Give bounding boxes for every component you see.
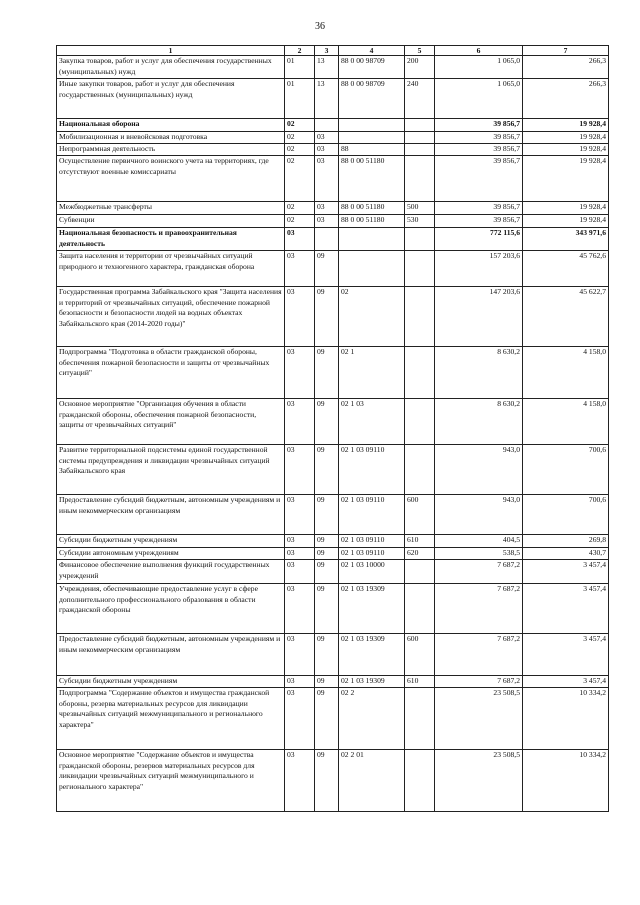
amount-period: 19 928,4 xyxy=(523,119,609,132)
amount-year: 39 856,7 xyxy=(435,119,523,132)
section-code: 02 xyxy=(285,215,315,228)
amount-period: 3 457,4 xyxy=(523,634,609,676)
amount-period: 10 334,2 xyxy=(523,750,609,812)
amount-year: 7 687,2 xyxy=(435,584,523,634)
subsection-code: 03 xyxy=(315,215,339,228)
amount-period: 269,8 xyxy=(523,535,609,548)
subsection-code: 03 xyxy=(315,132,339,144)
amount-year: 943,0 xyxy=(435,445,523,495)
subsection-code: 09 xyxy=(315,560,339,584)
amount-year: 39 856,7 xyxy=(435,215,523,228)
table-row xyxy=(57,560,609,584)
target-article: 02 1 03 19309 xyxy=(339,584,405,634)
amount-year: 23 508,5 xyxy=(435,750,523,812)
row-name: Осуществление первичного воинского учета на территориях, где отсутствуют военные комиссариаты xyxy=(57,156,285,202)
subsection-code: 13 xyxy=(315,79,339,119)
target-article: 02 xyxy=(339,287,405,347)
amount-year: 1 065,0 xyxy=(435,79,523,119)
subsection-code: 09 xyxy=(315,548,339,560)
table-row xyxy=(57,132,609,144)
section-code: 01 xyxy=(285,79,315,119)
expense-type: 610 xyxy=(405,676,435,688)
section-code: 03 xyxy=(285,228,315,251)
row-name: Субсидии бюджетным учреждениям xyxy=(57,676,285,688)
amount-period: 19 928,4 xyxy=(523,144,609,156)
amount-period: 700,6 xyxy=(523,495,609,535)
amount-period: 19 928,4 xyxy=(523,215,609,228)
expense-type: 240 xyxy=(405,79,435,119)
header-col-3: 3 xyxy=(315,46,339,56)
section-code: 02 xyxy=(285,132,315,144)
row-name: Непрограммная деятельность xyxy=(57,144,285,156)
row-name: Подпрограмма "Подготовка в области гражданской обороны, обеспечения пожарной безопасности и защиты от чрезвычайных ситуаций" xyxy=(57,347,285,399)
header-col-1: 1 xyxy=(57,46,285,56)
amount-year: 7 687,2 xyxy=(435,560,523,584)
expense-type xyxy=(405,688,435,750)
target-article: 88 xyxy=(339,144,405,156)
amount-year: 7 687,2 xyxy=(435,634,523,676)
section-code: 03 xyxy=(285,445,315,495)
table-row xyxy=(57,215,609,228)
section-code: 03 xyxy=(285,548,315,560)
table-row xyxy=(57,144,609,156)
subsection-code: 09 xyxy=(315,535,339,548)
section-code: 03 xyxy=(285,688,315,750)
row-name: Субвенции xyxy=(57,215,285,228)
table-row xyxy=(57,119,609,132)
expense-type xyxy=(405,251,435,287)
amount-year: 8 630,2 xyxy=(435,347,523,399)
subsection-code: 13 xyxy=(315,56,339,79)
table-row xyxy=(57,750,609,812)
page-number: 36 xyxy=(315,21,325,32)
amount-year: 39 856,7 xyxy=(435,202,523,215)
row-name: Субсидии бюджетным учреждениям xyxy=(57,535,285,548)
row-name: Закупка товаров, работ и услуг для обеспечения государственных (муниципальных) нужд xyxy=(57,56,285,79)
section-code: 02 xyxy=(285,202,315,215)
section-code: 03 xyxy=(285,535,315,548)
section-code: 03 xyxy=(285,251,315,287)
table-row xyxy=(57,688,609,750)
expense-type xyxy=(405,584,435,634)
target-article: 02 1 03 09110 xyxy=(339,535,405,548)
amount-year: 943,0 xyxy=(435,495,523,535)
subsection-code: 03 xyxy=(315,156,339,202)
table-row xyxy=(57,535,609,548)
amount-period: 19 928,4 xyxy=(523,202,609,215)
expense-type xyxy=(405,119,435,132)
amount-period: 3 457,4 xyxy=(523,584,609,634)
subsection-code xyxy=(315,228,339,251)
amount-period: 430,7 xyxy=(523,548,609,560)
expense-type xyxy=(405,132,435,144)
target-article xyxy=(339,119,405,132)
subsection-code: 09 xyxy=(315,750,339,812)
table-row xyxy=(57,399,609,445)
row-name: Национальная оборона xyxy=(57,119,285,132)
row-name: Предоставление субсидий бюджетным, автономным учреждениям и иным некоммерческим организациям xyxy=(57,634,285,676)
target-article: 02 1 03 19309 xyxy=(339,676,405,688)
target-article: 02 1 03 xyxy=(339,399,405,445)
table-row xyxy=(57,251,609,287)
amount-period: 4 158,0 xyxy=(523,347,609,399)
amount-year: 404,5 xyxy=(435,535,523,548)
subsection-code: 09 xyxy=(315,445,339,495)
subsection-code: 03 xyxy=(315,144,339,156)
section-code: 01 xyxy=(285,56,315,79)
table-row xyxy=(57,548,609,560)
section-code: 03 xyxy=(285,399,315,445)
section-code: 03 xyxy=(285,287,315,347)
row-name: Защита населения и территории от чрезвычайных ситуаций природного и техногенного характера, гражданская оборона xyxy=(57,251,285,287)
target-article: 88 0 00 98709 xyxy=(339,79,405,119)
table-row xyxy=(57,156,609,202)
header-col-6: 6 xyxy=(435,46,523,56)
subsection-code xyxy=(315,119,339,132)
amount-year: 157 203,6 xyxy=(435,251,523,287)
target-article: 88 0 00 51180 xyxy=(339,215,405,228)
section-code: 02 xyxy=(285,156,315,202)
expense-type: 600 xyxy=(405,634,435,676)
amount-year: 538,5 xyxy=(435,548,523,560)
table-row xyxy=(57,56,609,79)
target-article: 02 2 01 xyxy=(339,750,405,812)
section-code: 03 xyxy=(285,560,315,584)
expense-type: 200 xyxy=(405,56,435,79)
target-article: 02 2 xyxy=(339,688,405,750)
subsection-code: 09 xyxy=(315,634,339,676)
subsection-code: 09 xyxy=(315,251,339,287)
subsection-code: 09 xyxy=(315,347,339,399)
target-article: 02 1 03 09110 xyxy=(339,495,405,535)
amount-period: 700,6 xyxy=(523,445,609,495)
section-code: 03 xyxy=(285,634,315,676)
expense-type xyxy=(405,347,435,399)
section-code: 03 xyxy=(285,584,315,634)
row-name: Развитие территориальной подсистемы единой государственной системы предупреждения и ликвидации чрезвычайных ситуаций Забайкальского края xyxy=(57,445,285,495)
expense-type: 620 xyxy=(405,548,435,560)
amount-year: 7 687,2 xyxy=(435,676,523,688)
amount-period: 3 457,4 xyxy=(523,676,609,688)
row-name: Подпрограмма "Содержание объектов и имущества гражданской обороны, резерва материальных ресурсов для ликвидации чрезвычайных ситуаций межмуниципального и регионального характера" xyxy=(57,688,285,750)
expense-type: 530 xyxy=(405,215,435,228)
section-code: 02 xyxy=(285,119,315,132)
amount-year: 39 856,7 xyxy=(435,132,523,144)
amount-year: 1 065,0 xyxy=(435,56,523,79)
expense-type xyxy=(405,228,435,251)
expense-type xyxy=(405,750,435,812)
row-name: Государственная программа Забайкальского края "Защита населения и территорий от чрезвычайных ситуаций, обеспечение пожарной безопасности и безопасности людей на водных объектах Забайкальского края (2014-2020 годы)" xyxy=(57,287,285,347)
target-article: 02 1 03 10000 xyxy=(339,560,405,584)
table-row xyxy=(57,495,609,535)
table-body xyxy=(57,56,609,812)
subsection-code: 09 xyxy=(315,688,339,750)
amount-year: 23 508,5 xyxy=(435,688,523,750)
amount-year: 147 203,6 xyxy=(435,287,523,347)
expense-type xyxy=(405,287,435,347)
amount-period: 343 971,6 xyxy=(523,228,609,251)
header-row xyxy=(57,46,609,56)
table-header xyxy=(57,46,609,56)
amount-period: 19 928,4 xyxy=(523,156,609,202)
expense-type xyxy=(405,445,435,495)
amount-period: 266,3 xyxy=(523,56,609,79)
row-name: Мобилизационная и вневойсковая подготовка xyxy=(57,132,285,144)
subsection-code: 09 xyxy=(315,584,339,634)
amount-year: 772 115,6 xyxy=(435,228,523,251)
expense-type xyxy=(405,144,435,156)
section-code: 03 xyxy=(285,347,315,399)
expense-type: 600 xyxy=(405,495,435,535)
header-col-4: 4 xyxy=(339,46,405,56)
header-col-2: 2 xyxy=(285,46,315,56)
subsection-code: 09 xyxy=(315,287,339,347)
section-code: 03 xyxy=(285,750,315,812)
subsection-code: 09 xyxy=(315,676,339,688)
target-article: 02 1 03 09110 xyxy=(339,445,405,495)
target-article xyxy=(339,228,405,251)
subsection-code: 09 xyxy=(315,399,339,445)
row-name: Иные закупки товаров, работ и услуг для обеспечения государственных (муниципальных) нужд xyxy=(57,79,285,119)
amount-year: 39 856,7 xyxy=(435,156,523,202)
table-row xyxy=(57,287,609,347)
row-name: Субсидии автономным учреждениям xyxy=(57,548,285,560)
row-name: Финансовое обеспечение выполнения функций государственных учреждений xyxy=(57,560,285,584)
amount-period: 10 334,2 xyxy=(523,688,609,750)
target-article: 88 0 00 51180 xyxy=(339,202,405,215)
amount-year: 8 630,2 xyxy=(435,399,523,445)
target-article: 02 1 xyxy=(339,347,405,399)
expense-type: 610 xyxy=(405,535,435,548)
amount-period: 45 622,7 xyxy=(523,287,609,347)
table-row xyxy=(57,676,609,688)
target-article: 02 1 03 09110 xyxy=(339,548,405,560)
row-name: Предоставление субсидий бюджетным, автономным учреждениям и иным некоммерческим организациям xyxy=(57,495,285,535)
table-row xyxy=(57,584,609,634)
subsection-code: 09 xyxy=(315,495,339,535)
section-code: 02 xyxy=(285,144,315,156)
row-name: Основное мероприятие "Содержание объектов и имущества гражданской обороны, резервов материальных ресурсов для ликвидации чрезвычайных ситуаций межмуниципального и регионального характера" xyxy=(57,750,285,812)
row-name: Основное мероприятие "Организация обучения в области гражданской обороны, обеспечения пожарной безопасности, защиты от чрезвычайных ситуаций" xyxy=(57,399,285,445)
table-row xyxy=(57,228,609,251)
expense-type xyxy=(405,156,435,202)
amount-period: 266,3 xyxy=(523,79,609,119)
target-article: 88 0 00 98709 xyxy=(339,56,405,79)
amount-period: 4 158,0 xyxy=(523,399,609,445)
target-article xyxy=(339,132,405,144)
amount-period: 3 457,4 xyxy=(523,560,609,584)
budget-table xyxy=(56,45,609,812)
section-code: 03 xyxy=(285,495,315,535)
row-name: Национальная безопасность и правоохранительная деятельность xyxy=(57,228,285,251)
amount-period: 19 928,4 xyxy=(523,132,609,144)
header-col-5: 5 xyxy=(405,46,435,56)
row-name: Межбюджетные трансферты xyxy=(57,202,285,215)
table-row xyxy=(57,79,609,119)
section-code: 03 xyxy=(285,676,315,688)
expense-type xyxy=(405,560,435,584)
row-name: Учреждения, обеспечивающие предоставление услуг в сфере дополнительного профессионального образования в области гражданской обороны xyxy=(57,584,285,634)
table-row xyxy=(57,445,609,495)
target-article: 88 0 00 51180 xyxy=(339,156,405,202)
header-col-7: 7 xyxy=(523,46,609,56)
expense-type xyxy=(405,399,435,445)
table-row xyxy=(57,634,609,676)
table-row xyxy=(57,202,609,215)
target-article xyxy=(339,251,405,287)
subsection-code: 03 xyxy=(315,202,339,215)
amount-period: 45 762,6 xyxy=(523,251,609,287)
expense-type: 500 xyxy=(405,202,435,215)
amount-year: 39 856,7 xyxy=(435,144,523,156)
target-article: 02 1 03 19309 xyxy=(339,634,405,676)
table-row xyxy=(57,347,609,399)
